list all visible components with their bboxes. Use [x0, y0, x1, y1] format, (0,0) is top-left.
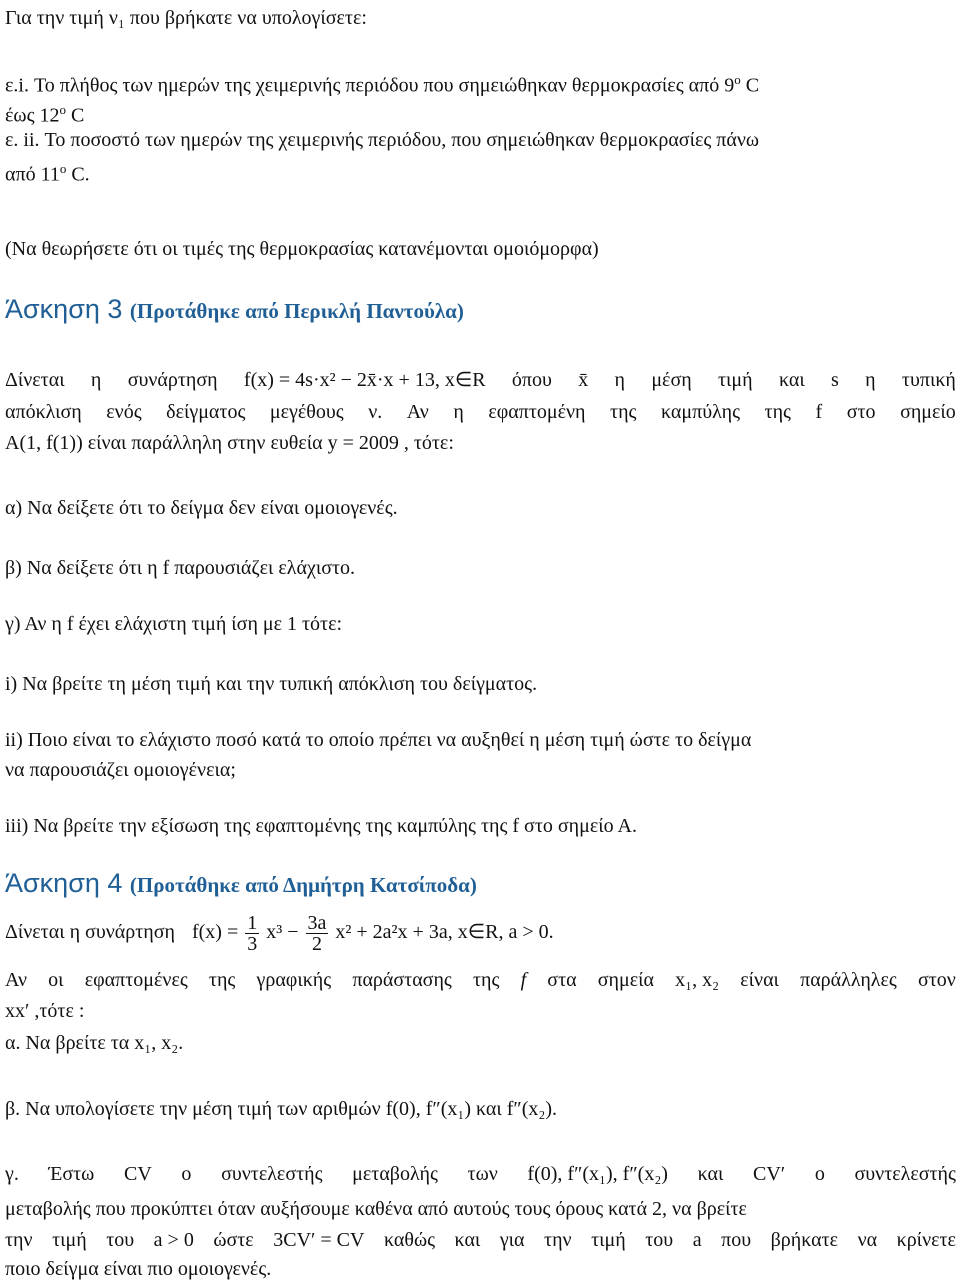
word: τιμή	[52, 1229, 87, 1251]
word: της	[610, 401, 637, 423]
exercise-4-part-c-line-4: ποιο δείγμα είναι πιο ομοιογενές.	[5, 1258, 272, 1280]
word: σημεία	[597, 969, 654, 991]
word: f	[520, 969, 527, 991]
points-symbol: x₁, x₂	[675, 969, 720, 991]
word: συντελεστής	[221, 1163, 323, 1185]
word: f	[815, 401, 823, 423]
degree-mark: ο	[59, 161, 67, 176]
word: και	[454, 1229, 481, 1251]
word: γραφικής	[256, 969, 332, 991]
text-line	[5, 157, 90, 187]
word: στα	[547, 969, 577, 991]
word: εφαπτομένες	[84, 969, 188, 991]
word: βρήκατε	[770, 1229, 839, 1251]
word: Έστω	[48, 1163, 95, 1185]
word: παράστασης	[352, 969, 452, 991]
exercise-3-part-c-ii: ii) Ποιο είναι το ελάχιστο ποσό κατά το οποίο πρέπει να αυξηθεί η μέση τιμή ώστε το δείγμα	[5, 729, 752, 751]
word: συνάρτηση	[127, 369, 218, 391]
word: για	[499, 1229, 525, 1251]
equation: 3CV′ = CV	[273, 1229, 365, 1251]
word: ο	[814, 1163, 825, 1185]
mean-symbol: x̄	[578, 369, 589, 391]
item-e-ii: ε. ii. Το ποσοστό των ημερών της χειμερινής περιόδου, που σημειώθηκαν θερμοκρασίες πάνω	[5, 129, 760, 151]
word: να	[857, 1229, 878, 1251]
unit: C	[65, 104, 85, 127]
word: εφαπτομένη	[488, 401, 586, 423]
denominator: 2	[311, 932, 322, 955]
word: απόκλιση	[5, 401, 82, 423]
word: τυπική	[901, 369, 956, 391]
word: οι	[48, 969, 64, 991]
text-line	[5, 98, 84, 128]
word: κρίνετε	[896, 1229, 956, 1251]
word: CV′	[753, 1163, 786, 1185]
word: η	[865, 369, 876, 391]
word: την	[544, 1229, 572, 1251]
exercise-4-heading	[5, 868, 477, 899]
given-text: Δίνεται η συνάρτηση	[5, 921, 175, 943]
item-e-i: ε.i. Το πλήθος των ημερών της χειμερινής περιόδου που σημειώθηκαν θερμοκρασίες από 9	[5, 74, 735, 97]
exercise-3-part-c-iii: iii) Να βρείτε την εξίσωση της εφαπτομένης της καμπύλης της f στο σημείο Α.	[5, 815, 637, 837]
values-formula: f(0), f″(x₁), f″(x₂)	[527, 1163, 668, 1185]
fraction-one-third	[245, 913, 259, 954]
word: s	[831, 369, 839, 391]
word: μεταβολής	[352, 1163, 438, 1185]
word: Αν	[5, 969, 28, 991]
exercise-3-title: Άσκηση 3	[5, 294, 123, 324]
word: όπου	[511, 369, 552, 391]
word: μεγέθους	[269, 401, 344, 423]
formula-middle: x³ −	[266, 921, 299, 943]
exercise-4-line-3: xx′ ,τότε :	[5, 1000, 85, 1022]
exercise-3-part-c-ii-cont: να παρουσιάζει ομοιογένεια;	[5, 759, 236, 781]
word: που	[721, 1229, 752, 1251]
formula-rest: x² + 2a²x + 3a, x∈R, a > 0.	[335, 921, 554, 943]
exercise-3-line-2	[5, 400, 956, 424]
word: σημείο	[900, 401, 956, 423]
word: τιμή	[591, 1229, 626, 1251]
word: καμπύλης	[661, 401, 741, 423]
condition: a > 0	[153, 1229, 194, 1251]
exercise-3-subtitle: (Προτάθηκε από Περικλή Παντούλα)	[129, 299, 464, 323]
word: δείγματος	[166, 401, 246, 423]
exercise-4-part-c-line-1	[5, 1162, 956, 1186]
word: στον	[917, 969, 956, 991]
word: η	[614, 369, 626, 391]
word: του	[106, 1229, 135, 1251]
unit: C	[740, 74, 760, 97]
word: γ.	[5, 1163, 19, 1185]
exercise-4-subtitle: (Προτάθηκε από Δημήτρη Κατσίποδα)	[129, 873, 477, 897]
word: των	[467, 1163, 498, 1185]
word: η	[453, 401, 464, 423]
exercise-3-part-a: α) Να δείξετε ότι το δείγμα δεν είναι ομοιογενές.	[5, 497, 398, 519]
numerator: 3a	[307, 911, 327, 934]
word: της	[208, 969, 236, 991]
exercise-4-part-c-line-2: μεταβολής που προκύπτει όταν αυξήσουμε καθένα από αυτούς τους όρους κατά 2, να βρείτε	[5, 1198, 747, 1220]
denominator: 3	[247, 932, 258, 955]
word: τιμή	[718, 369, 753, 391]
word: την	[5, 1229, 33, 1251]
word: στο	[846, 401, 876, 423]
unit: C.	[66, 163, 90, 186]
word: του	[645, 1229, 674, 1251]
word: της	[473, 969, 500, 991]
formula-lhs: f(x) =	[191, 921, 239, 943]
word: ο	[181, 1163, 192, 1185]
degree-mark: ο	[734, 72, 741, 87]
text-fragment: από 11	[5, 163, 60, 186]
word: ενός	[106, 401, 142, 423]
word: είναι	[740, 969, 779, 991]
word: Αν	[406, 401, 429, 423]
exercise-3-part-c: γ) Αν η f έχει ελάχιστη τιμή ίση με 1 τότε:	[5, 613, 343, 635]
exercise-3-heading	[5, 294, 464, 325]
exercise-3-line-3: A(1, f(1)) είναι παράλληλη στην ευθεία y = 2009 , τότε:	[5, 432, 454, 454]
exercise-3-line-1	[5, 368, 956, 392]
word: ώστε	[213, 1229, 254, 1251]
numerator: 1	[247, 911, 258, 934]
exercise-4-line-2	[5, 968, 956, 992]
exercise-3-part-b: β) Να δείξετε ότι η f παρουσιάζει ελάχιστο.	[5, 557, 356, 579]
word: a	[692, 1229, 702, 1251]
word: και	[778, 369, 805, 391]
word: της	[764, 401, 791, 423]
exercise-4-function	[5, 910, 554, 954]
exercise-3-part-c-i: i) Να βρείτε τη μέση τιμή και την τυπική απόκλιση του δείγματος.	[5, 673, 538, 695]
text-line	[5, 68, 759, 98]
exercise-4-part-a: α. Να βρείτε τα x₁, x₂.	[5, 1032, 184, 1054]
word: Δίνεται	[5, 369, 65, 391]
exercise-4-part-c-line-3	[5, 1228, 956, 1252]
word: συντελεστής	[854, 1163, 956, 1185]
word: παράλληλες	[800, 969, 897, 991]
exercise-4-title: Άσκηση 4	[5, 868, 123, 898]
exercise-4-part-b: β. Να υπολογίσετε την μέση τιμή των αριθμών f(0), f″(x₁) και f″(x₂).	[5, 1098, 558, 1120]
fraction-three-a-halves	[306, 913, 329, 954]
text-fragment: έως 12	[5, 104, 60, 127]
function-formula: f(x) = 4s·x² − 2x̄·x + 13, x∈R	[243, 369, 486, 391]
text-line: Για την τιμή ν₁ που βρήκατε να υπολογίσετε:	[5, 7, 367, 29]
word: μέση	[651, 369, 692, 391]
word: και	[697, 1163, 724, 1185]
word: CV	[123, 1163, 152, 1185]
note: (Να θεωρήσετε ότι οι τιμές της θερμοκρασίας κατανέμονται ομοιόμορφα)	[5, 238, 599, 260]
word: ν.	[368, 401, 383, 423]
word: η	[90, 369, 102, 391]
degree-mark: ο	[59, 102, 66, 117]
word: καθώς	[383, 1229, 436, 1251]
